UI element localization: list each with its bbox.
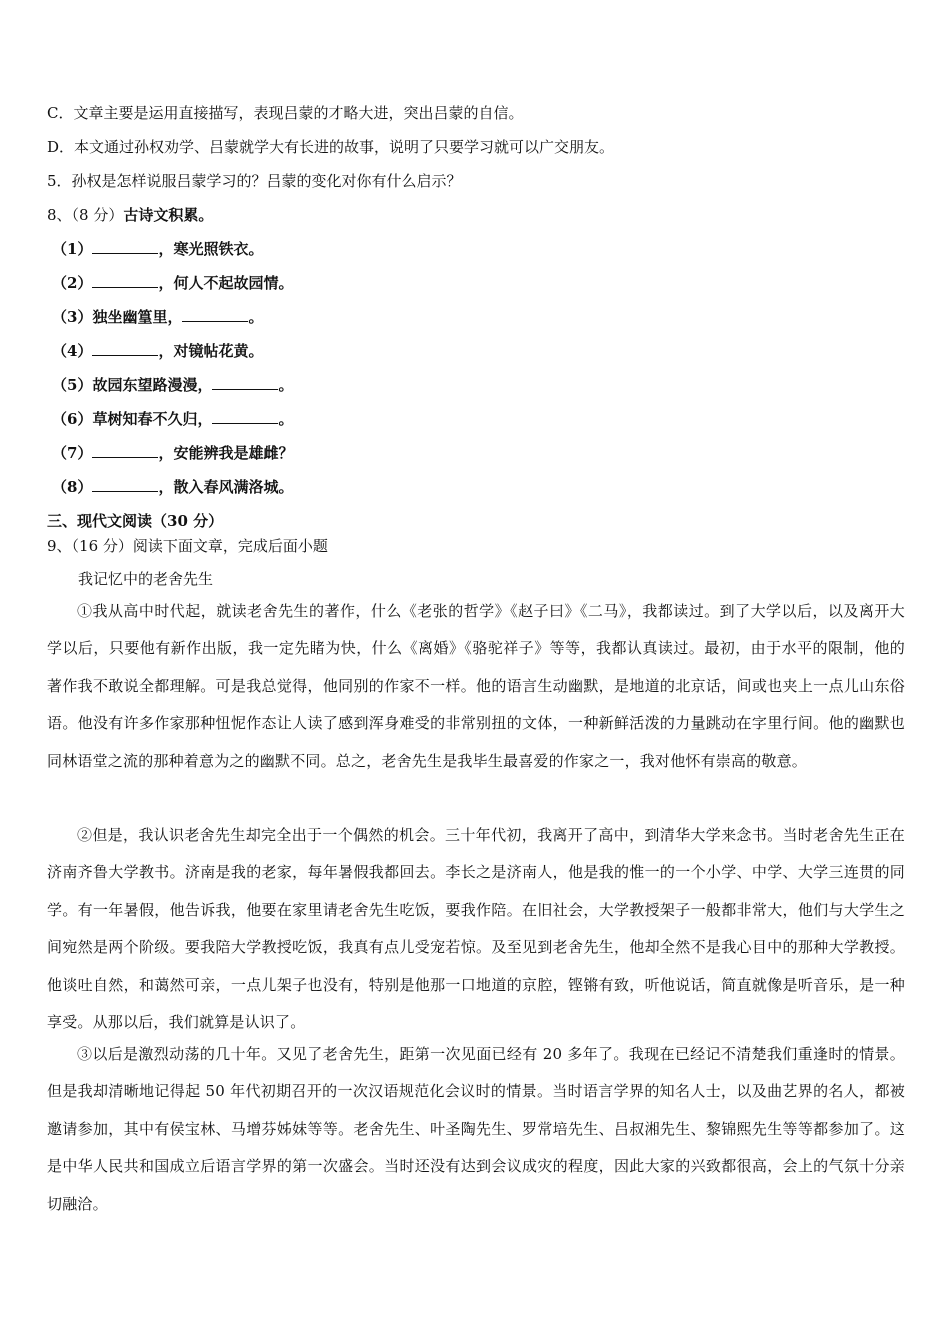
poem-item: （5）故园东望路漫漫， 。 bbox=[52, 376, 294, 394]
article-paragraph-3: ③以后是激烈动荡的几十年。又见了老舍先生，距第一次见面已经有 20 多年了。我现在已经记不清楚我们重逢时的情景。但是我却清晰地记得起 50 年代初期召开的一次汉语规范化会议时的情景。当时语言学界的知名人士，以及曲艺界的名人，都被邀请参加，其中有侯宝林、马增芬姊妹等等。老舍先生、叶圣陶先生、罗常培先生、吕叔湘先生、黎锦熙先生等等都参加了。这是中华人民共和国成立后语言学界的第一次盛会。当时还没有达到会议成灾的程度，因此大家的兴致都很高，会上的气氛十分亲切融洽。 bbox=[47, 1045, 905, 1213]
answer-blank[interactable] bbox=[92, 273, 158, 288]
answer-blank[interactable] bbox=[182, 307, 248, 322]
poem-item: （1） ，寒光照铁衣。 bbox=[52, 240, 264, 258]
answer-blank[interactable] bbox=[92, 443, 158, 458]
poem-item: （3）独坐幽篁里， 。 bbox=[52, 308, 264, 326]
option-c: C．文章主要是运用直接描写，表现吕蒙的才略大进，突出吕蒙的自信。 bbox=[47, 104, 524, 122]
answer-blank[interactable] bbox=[212, 375, 278, 390]
answer-blank[interactable] bbox=[212, 409, 278, 424]
answer-blank[interactable] bbox=[92, 239, 158, 254]
poem-item: （6）草树知春不久归， 。 bbox=[52, 410, 294, 428]
poem-item: （4） ，对镜帖花黄。 bbox=[52, 342, 264, 360]
poem-item: （2） ，何人不起故园情。 bbox=[52, 274, 294, 292]
question-8 bbox=[47, 205, 213, 225]
question-8-title: 古诗文积累。 bbox=[123, 206, 214, 224]
article-paragraph-1: ①我从高中时代起，就读老舍先生的著作，什么《老张的哲学》《赵子曰》《二马》，我都读过。到了大学以后，以及离开大学以后，只要他有新作出版，我一定先睹为快，什么《离婚》《骆驼祥子》等等，我都认真读过。最初，由于水平的限制，他的著作我不敢说全都理解。可是我总觉得，他同别的作家不一样。他的语言生动幽默，是地道的北京话，间或也夹上一点儿山东俗语。他没有许多作家那种忸怩作态让人读了感到浑身难受的非常别扭的文体，一种新鲜活泼的力量跳动在字里行间。他的幽默也同林语堂之流的那种着意为之的幽默不同。总之，老舍先生是我毕生最喜爱的作家之一，我对他怀有崇高的敬意。 bbox=[47, 602, 905, 770]
question-5: 5．孙权是怎样说服吕蒙学习的？吕蒙的变化对你有什么启示？ bbox=[47, 172, 462, 190]
question-8-prefix: 8、（8 分） bbox=[47, 206, 124, 224]
option-d: D．本文通过孙权劝学、吕蒙就学大有长进的故事，说明了只要学习就可以广交朋友。 bbox=[47, 138, 615, 156]
answer-blank[interactable] bbox=[92, 477, 158, 492]
article-paragraph-2: ②但是，我认识老舍先生却完全出于一个偶然的机会。三十年代初，我离开了高中，到清华大学来念书。当时老舍先生正在济南齐鲁大学教书。济南是我的老家，每年暑假我都回去。李长之是济南人，他是我的惟一的一个小学、中学、大学三连贯的同学。有一年暑假，他告诉我，他要在家里请老舍先生吃饭，要我作陪。在旧社会，大学教授架子一般都非常大，他们与大学生之间宛然是两个阶级。要我陪大学教授吃饭，我真有点儿受宠若惊。及至见到老舍先生，他却全然不是我心目中的那种大学教授。他谈吐自然，和蔼然可亲，一点儿架子也没有，特别是他那一口地道的京腔，铿锵有致，听他说话，简直就像是听音乐，是一种享受。从那以后，我们就算是认识了。 bbox=[47, 826, 905, 1032]
question-9: 9、（16 分）阅读下面文章，完成后面小题 bbox=[47, 537, 328, 555]
section-heading: 三、现代文阅读（30 分） bbox=[47, 512, 224, 530]
answer-blank[interactable] bbox=[92, 341, 158, 356]
poem-item: （7） ，安能辨我是雄雌？ bbox=[52, 444, 294, 462]
poem-item: （8） ，散入春风满洛城。 bbox=[52, 478, 294, 496]
article-title: 我记忆中的老舍先生 bbox=[78, 570, 214, 588]
